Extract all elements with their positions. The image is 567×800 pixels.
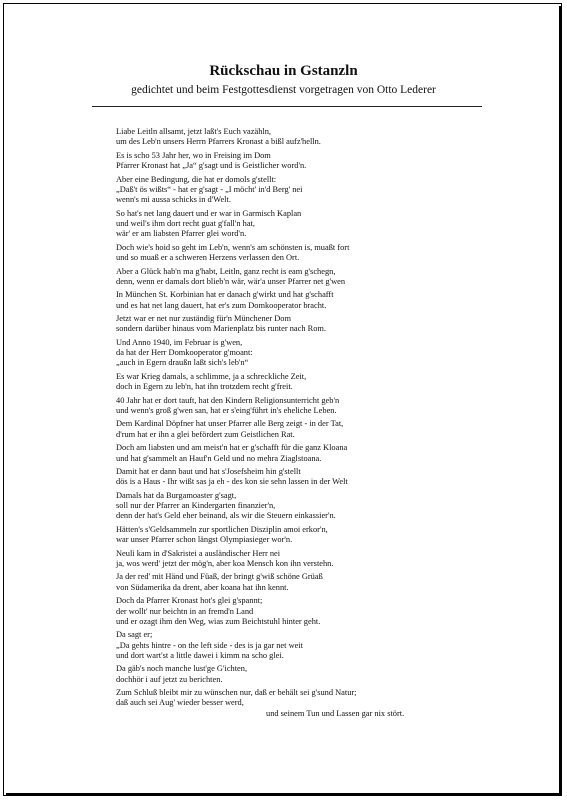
poem-line: da hat der Herr Domkooperator g'moant: <box>116 348 253 358</box>
poem-line: denn der hat's Geld eher beinand, als wir die Steuern einkassier'n. <box>116 511 336 521</box>
poem-line: Damit hat er dann baut und hat s'Josefsheim hin g'stellt <box>116 467 301 477</box>
poem-line: Neuli kam in d'Sakristei a ausländischer Herr nei <box>116 548 281 558</box>
poem-line: war unser Pfarrer schon längst Olympiasieger wor'n. <box>116 535 293 545</box>
stanza <box>116 688 456 719</box>
stanza <box>116 572 456 593</box>
poem-line: und hat g'sammelt an Hauf'n Geld und no mehra Ziaglstoana. <box>116 453 322 463</box>
title-divider <box>92 106 482 107</box>
stanza <box>116 630 456 661</box>
poem-line: wär' er am liabsten Pfarrer glei word'n. <box>116 229 247 239</box>
poem-line: und dort wart'st a little dawei i kimm na scho glei. <box>116 650 284 660</box>
document-title: Rückschau in Gstanzln <box>209 63 358 79</box>
poem-line: dochhör i auf jetzt zu berichten. <box>116 674 223 684</box>
poem-line: In München St. Korbinian hat er danach g'wirkt und hat g'schafft <box>116 290 334 300</box>
stanza <box>116 596 456 627</box>
stanza <box>116 467 456 488</box>
poem-line: sondern darüber hinaus vom Marienplatz bis runter nach Rom. <box>116 324 327 334</box>
poem-line: daß auch sei Aug' wieder besser werd, <box>116 698 244 708</box>
poem-line: Und Anno 1940, im Februar is g'wen, <box>116 337 243 347</box>
poem-line: um des Leb'n unsers Herrn Pfarrers Kronast a bißl aufz'helln. <box>116 137 321 147</box>
poem-line: Hätten's s'Geldsammeln zur sportlichen Disziplin amoi erkor'n, <box>116 524 328 534</box>
poem-body <box>116 127 456 722</box>
poem-line: Doch da Pfarrer Kronast hot's glei g'spannt; <box>116 596 263 606</box>
poem-line: Ja der red' mit Händ und Füaß, der bringt g'wiß schöne Grüaß <box>116 572 323 582</box>
poem-line: Aber a Glück hab'n ma g'habt, Leitln, ganz recht is eam g'schegn, <box>116 266 336 276</box>
stanza <box>116 243 456 264</box>
poem-line: Es is scho 53 Jahr her, wo in Freising im Dom <box>116 150 271 160</box>
poem-line: Dem Kardinal Döpfner hat unser Pfarrer alle Berg zeigt - in der Tat, <box>116 419 344 429</box>
poem-line: Zum Schluß bleibt mir zu wünschen nur, daß er behält sei g'sund Natur; <box>116 688 357 698</box>
poem-line: Liabe Leitln allsamt, jetzt laßt's Euch vazähln, <box>116 127 271 136</box>
stanza <box>116 267 456 288</box>
poem-line: Damals hat da Burgamoaster g'sagt, <box>116 490 237 500</box>
poem-line: d'rum hat er ihn a glei befördert zum Geistlichen Rat. <box>116 429 295 439</box>
poem-line: Es war Krieg damals, a schlimme, ja a schreckliche Zeit, <box>116 371 307 381</box>
stanza <box>116 127 456 148</box>
poem-line: und seinem Tun und Lassen gar nix stört. <box>266 708 405 718</box>
poem-line: und es hat net lang dauert, hat er's zum Domkooperator bracht. <box>116 300 327 310</box>
poem-line: Jetzt war er net nur zuständig für'n Münchener Dom <box>116 314 291 324</box>
stanza <box>116 175 456 206</box>
poem-line: Doch am liabsten und am meist'n hat er g'schafft für die ganz Kloana <box>116 443 348 453</box>
stanza <box>116 290 456 311</box>
poem-line: ja, wos werd' jetzt der mög'n, aber koa Mensch kon ihn verstehn. <box>116 558 334 568</box>
stanza <box>116 491 456 522</box>
poem-line: doch in Egern zu leb'n, hat ihn trotzdem recht g'freit. <box>116 382 293 392</box>
poem-line: und er ozagt ihm den Weg, wias zum Beichtstuhl hinter geht. <box>116 616 321 626</box>
poem-line: 40 Jahr hat er dort tauft, hat den Kindern Religionsunterricht geb'n <box>116 395 340 405</box>
poem-line: und weil's ihm dort recht guat g'fall'n hat, <box>116 218 255 228</box>
stanza <box>116 525 456 546</box>
stanza <box>116 209 456 240</box>
stanza <box>116 396 456 417</box>
poem-line: und so muaß er a schweren Herzens verlassen den Ort. <box>116 253 300 263</box>
poem-line: Doch wie's hoid so geht im Leb'n, wenn's am schönsten is, muaßt fort <box>116 242 350 252</box>
poem-line: Da gäb's noch manche lust'ge G'ichten, <box>116 664 248 674</box>
stanza <box>116 314 456 335</box>
poem-line: Pfarrer Kronast hat „Ja“ g'sagt und is Geistlicher word'n. <box>116 161 307 171</box>
poem-line: „Da gehts hintre - on the left side - des is ja gar net weit <box>116 640 303 650</box>
stanza <box>116 664 456 685</box>
poem-line: So hat's net lang dauert und er war in Garmisch Kaplan <box>116 208 302 218</box>
poem-line: „auch in Egern draußn laßt sich's leb'n“ <box>116 358 249 368</box>
stanza <box>116 151 456 172</box>
poem-line: denn, wenn er damals dort blieb'n wär, wär'a unser Pfarrer net g'wen <box>116 276 346 286</box>
stanza <box>116 419 456 440</box>
poem-line: Da sagt er; <box>116 630 153 640</box>
poem-line: von Südamerika da drent, aber koana hat ihn kennt. <box>116 582 289 592</box>
poem-line: dös is a Haus - Ihr wißt sas ja eh - des kon sie sehn lassen in der Welt <box>116 477 348 487</box>
poem-line: und wenn's groß g'wen san, hat er s'eing'führt in's eheliche Leben. <box>116 406 337 415</box>
poem-line: Aber eine Bedingung, die hat er domols g'stellt: <box>116 174 277 184</box>
stanza <box>116 338 456 369</box>
stanza <box>116 549 456 570</box>
poem-line: soll nur der Pfarrer an Kindergarten finanzier'n, <box>116 501 276 511</box>
poem-line: wenn's mi aussa schicks in d'Welt. <box>116 195 231 205</box>
poem-line: „Daß't ös wißts“ - hat er g'sagt - „I möcht' in'd Berg' nei <box>116 184 303 194</box>
stanza <box>116 443 456 464</box>
document-subtitle: gedichtet und beim Festgottesdienst vorgetragen von Otto Lederer <box>131 84 436 96</box>
poem-line: der wollt' nur beichtn in an fremd'n Land <box>116 606 254 616</box>
stanza <box>116 372 456 393</box>
